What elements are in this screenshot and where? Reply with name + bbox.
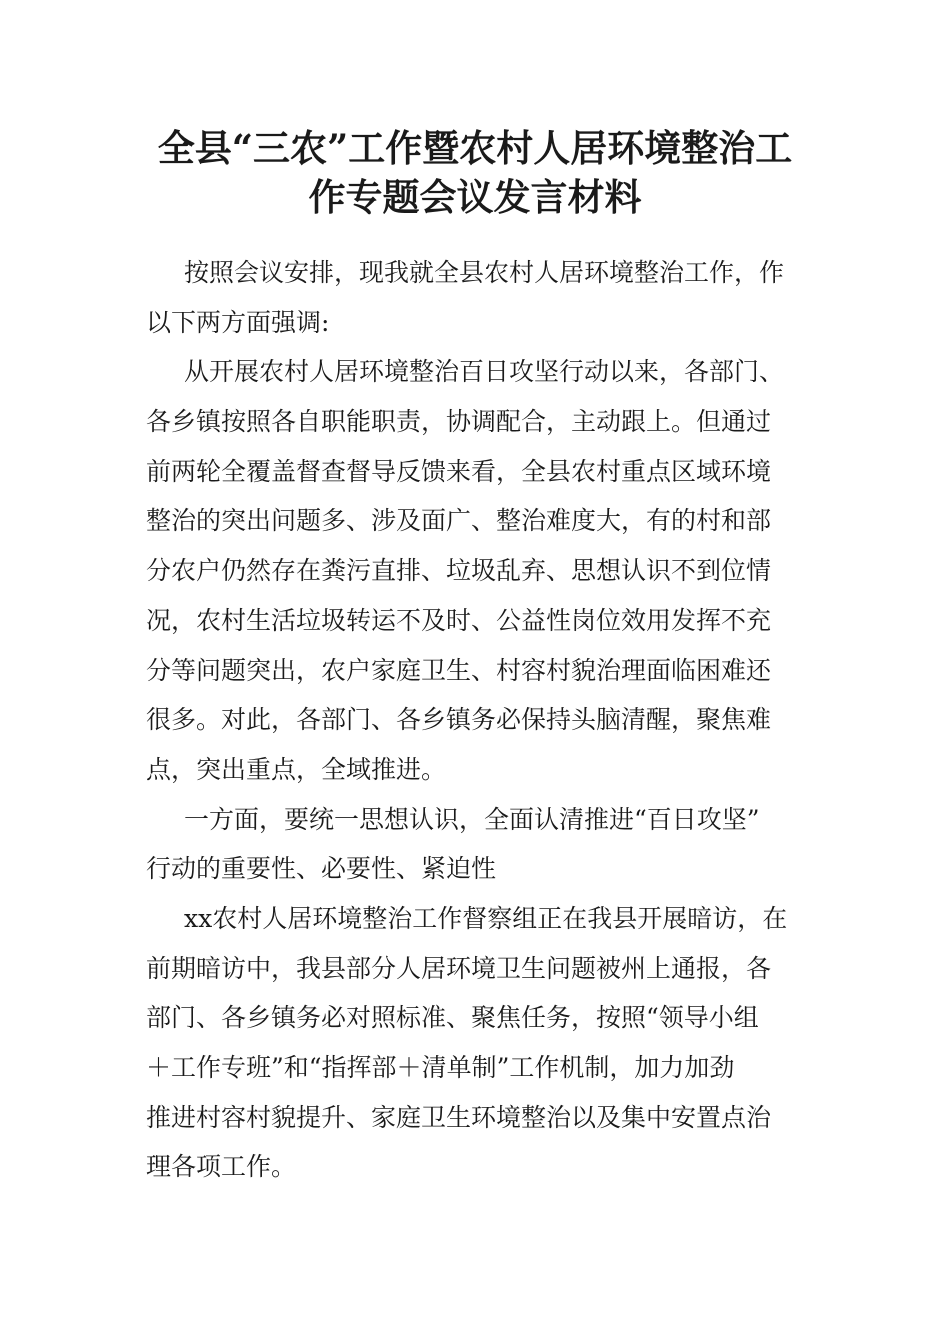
title-line-1: 全县“三农”工作暨农村人居环境整治工 — [157, 126, 793, 170]
paragraph-line: 推进村容村貌提升、家庭卫生环境整治以及集中安置点治 — [146, 1102, 772, 1132]
title-line-2: 作专题会议发言材料 — [308, 175, 642, 219]
paragraph-line: 前期暗访中，我县部分人居环境卫生问题被州上通报，各 — [146, 953, 772, 983]
paragraph-line: 分农户仍然存在粪污直排、垃圾乱弃、思想认识不到位情 — [146, 556, 772, 586]
paragraph-line: 分等问题突出，农户家庭卫生、村容村貌治理面临困难还 — [146, 655, 772, 685]
paragraph-line: 理各项工作。 — [146, 1152, 297, 1182]
paragraph-line: 以下两方面强调: — [146, 307, 330, 337]
paragraph-inspection — [146, 894, 810, 1192]
paragraph-line: 从开展农村人居环境整治百日攻坚行动以来，各部门、 — [184, 357, 785, 387]
paragraph-heading-one — [146, 795, 810, 894]
paragraph-line: 行动的重要性、必要性、紧迫性 — [146, 854, 497, 884]
paragraph-line: 按照会议安排，现我就全县农村人居环境整治工作，作 — [184, 258, 785, 287]
document-body — [146, 248, 810, 1192]
paragraph-line: 很多。对此，各部门、各乡镇务必保持头脑清醒，聚焦难 — [146, 705, 772, 735]
paragraph-situation — [146, 347, 810, 794]
paragraph-line: xx农村人居环境整治工作督察组正在我县开展暗访，在 — [184, 903, 788, 933]
paragraph-line: 况，农村生活垃圾转运不及时、公益性岗位效用发挥不充 — [146, 605, 772, 635]
paragraph-line: 整治的突出问题多、涉及面广、整治难度大，有的村和部 — [146, 506, 772, 536]
paragraph-line: 部门、各乡镇务必对照标准、聚焦任务，按照“领导小组 — [146, 1003, 759, 1033]
paragraph-intro — [146, 248, 810, 347]
paragraph-line: 一方面，要统一思想认识，全面认清推进“百日攻坚” — [184, 804, 760, 834]
document-title — [120, 124, 830, 222]
paragraph-line: 各乡镇按照各自职能职责，协调配合，主动跟上。但通过 — [146, 407, 772, 437]
paragraph-line: ＋工作专班”和“指挥部＋清单制”工作机制，加力加劲 — [146, 1053, 735, 1082]
paragraph-line: 前两轮全覆盖督查督导反馈来看，全县农村重点区域环境 — [146, 456, 772, 486]
paragraph-line: 点，突出重点，全域推进。 — [146, 754, 447, 784]
